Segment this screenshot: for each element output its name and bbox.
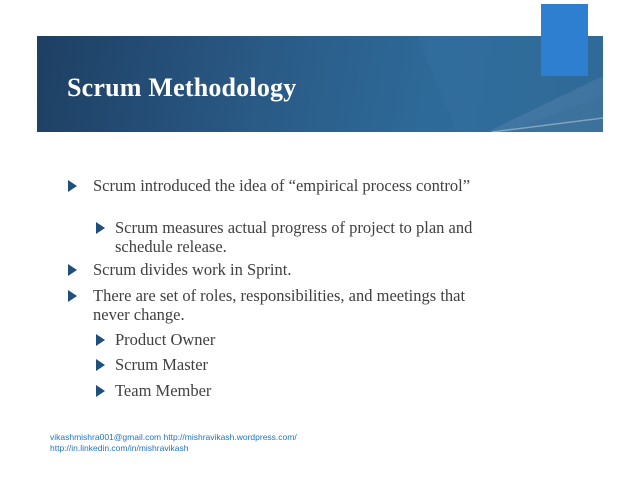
footer-link-line1[interactable]: vikashmishra001@gmail.com http://mishravikash.wordpress.com/	[50, 432, 297, 442]
bullet-item	[96, 330, 475, 349]
accent-block	[541, 4, 588, 76]
bullet-item	[96, 381, 475, 400]
bullet-text: Scrum Master	[115, 355, 209, 374]
footer-contact	[50, 432, 297, 454]
bullet-text: Product Owner	[115, 330, 216, 349]
bullet-text: There are set of roles, responsibilities, and meetings that never change.	[93, 286, 466, 324]
bullet-item	[68, 176, 503, 195]
bullet-arrow-icon	[96, 359, 105, 371]
bullet-arrow-icon	[68, 290, 77, 302]
bullet-text: Scrum divides work in Sprint.	[93, 260, 292, 279]
bullet-text: Scrum introduced the idea of “empirical process control”	[93, 176, 471, 195]
bullet-arrow-icon	[96, 385, 105, 397]
bullet-arrow-icon	[68, 264, 77, 276]
bullet-arrow-icon	[96, 222, 105, 234]
bullet-item	[96, 355, 475, 374]
footer-link-line2[interactable]: http://in.linkedin.com/in/mishravikash	[50, 443, 189, 453]
bullet-item	[68, 286, 503, 324]
bullet-item	[68, 260, 503, 279]
bullet-arrow-icon	[68, 180, 77, 192]
bullet-text: Scrum measures actual progress of project to plan and schedule release.	[115, 218, 473, 256]
slide-title: Scrum Methodology	[67, 73, 297, 102]
bullet-item	[96, 218, 475, 256]
bullet-text: Team Member	[115, 381, 212, 400]
bullet-arrow-icon	[96, 334, 105, 346]
